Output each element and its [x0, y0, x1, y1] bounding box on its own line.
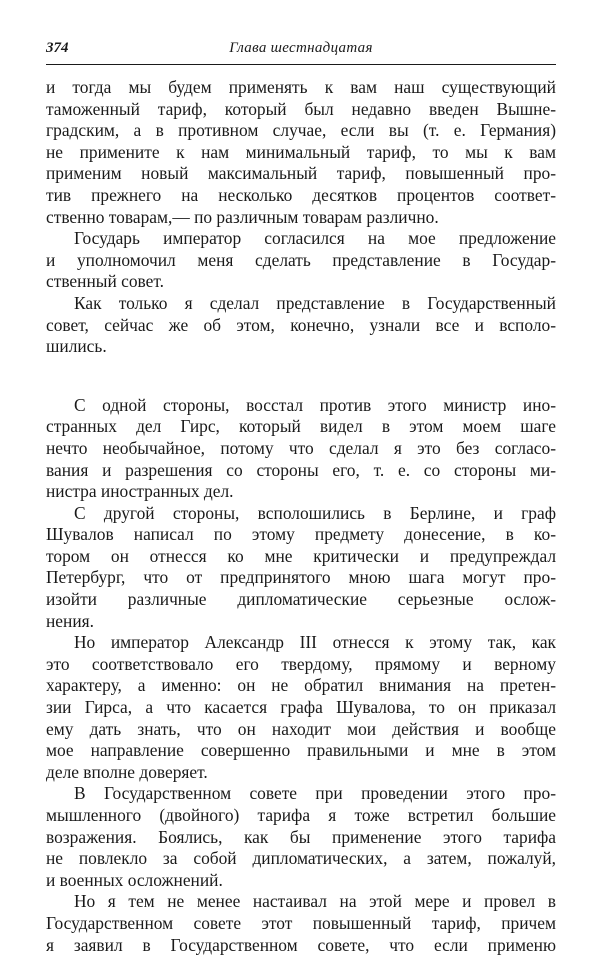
paragraph: [46, 77, 556, 228]
text-line: нистра иностранных дел.: [46, 481, 234, 502]
page-header: [46, 40, 556, 60]
text-line: С одной стороны, восстал против этого министр ино-: [74, 394, 556, 415]
paragraph: [46, 395, 556, 503]
text-line: ственный совет.: [46, 271, 164, 292]
paragraph: [46, 293, 556, 358]
text-line: тором он отнесся ко мне критически и предупреждал: [46, 545, 556, 566]
text-line: нечто необычайное, потому что сделал я это без согласо-: [46, 437, 556, 458]
text-line: Но я тем не менее настаивал на этой мере и провел в: [74, 891, 556, 912]
text-line: тив прежнего на несколько десятков процентов соответ-: [46, 184, 556, 205]
text-line: С другой стороны, всполошились в Берлине, и граф: [74, 502, 556, 523]
text-line: Но император Александр III отнесся к этому так, как: [74, 632, 556, 653]
text-line: совет, сейчас же об этом, конечно, узнали все и всполо-: [46, 314, 556, 335]
text-line: и военных осложнений.: [46, 869, 223, 890]
text-line: и тогда мы будем применять к вам наш существующий: [46, 77, 556, 97]
text-line: странных дел Гирс, который видел в этом моем шаге: [46, 416, 556, 437]
text-line: изойти различные дипломатические серьезные ослож-: [46, 589, 556, 610]
text-line: не повлекло за собой дипломатических, а затем, пожалуй,: [46, 848, 556, 869]
paragraph: [46, 228, 556, 293]
section-gap: [46, 358, 556, 395]
text-line: применим новый максимальный тариф, повышенный про-: [46, 163, 556, 184]
text-line: шились.: [46, 336, 107, 357]
text-line: Петербург, что от предпринятого мною шага могут про-: [46, 567, 556, 588]
text-line: таможенный тариф, который был недавно введен Вышне-: [46, 98, 556, 119]
text-line: мышленного (двойного) тарифа я тоже встретил большие: [46, 805, 556, 825]
paragraph: [46, 783, 556, 891]
header-rule: [46, 64, 556, 65]
text-line: В Государственном совете при проведении этого про-: [74, 783, 556, 804]
text-line: Как только я сделал представление в Государственный: [74, 292, 556, 313]
paragraph: [46, 891, 556, 956]
text-line: я заявил в Государственном совете, что если применю: [46, 934, 556, 955]
body-text: [46, 77, 556, 956]
text-line: градским, а в противном случае, если вы (т. е. Германия): [46, 120, 556, 141]
text-line: и уполномочил меня сделать представление в Государ-: [46, 249, 556, 270]
paragraph: [46, 632, 556, 783]
text-line: Шувалов написал по этому предмету донесение, в ко-: [46, 524, 556, 545]
page-number: 374: [46, 40, 69, 56]
text-line: Государственном совете этот повышенный тариф, причем: [46, 912, 556, 933]
text-line: не примените к нам минимальный тариф, то мы к вам: [46, 141, 556, 162]
paragraph: [46, 503, 556, 633]
running-title: Глава шестнадцатая: [229, 40, 373, 56]
text-line: ственно товарам,— по различным товарам различно.: [46, 206, 439, 227]
text-line: это соответствовало его твердому, прямому и верному: [46, 653, 556, 674]
text-line: возражения. Боялись, как бы применение этого тарифа: [46, 826, 556, 847]
text-line: ему дать знать, что он находит мои действия и вообще: [46, 718, 556, 739]
text-line: зии Гирса, а что касается графа Шувалова, то он приказал: [46, 697, 556, 718]
text-line: вания и разрешения со стороны его, т. е. со стороны ми-: [46, 459, 556, 480]
text-line: нения.: [46, 610, 94, 631]
text-line: Государь император согласился на мое предложение: [74, 228, 556, 249]
text-line: мое направление совершенно правильными и мне в этом: [46, 740, 556, 761]
text-line: деле вполне доверяет.: [46, 761, 208, 782]
text-line: характеру, а именно: он не обратил внимания на претен-: [46, 675, 556, 696]
